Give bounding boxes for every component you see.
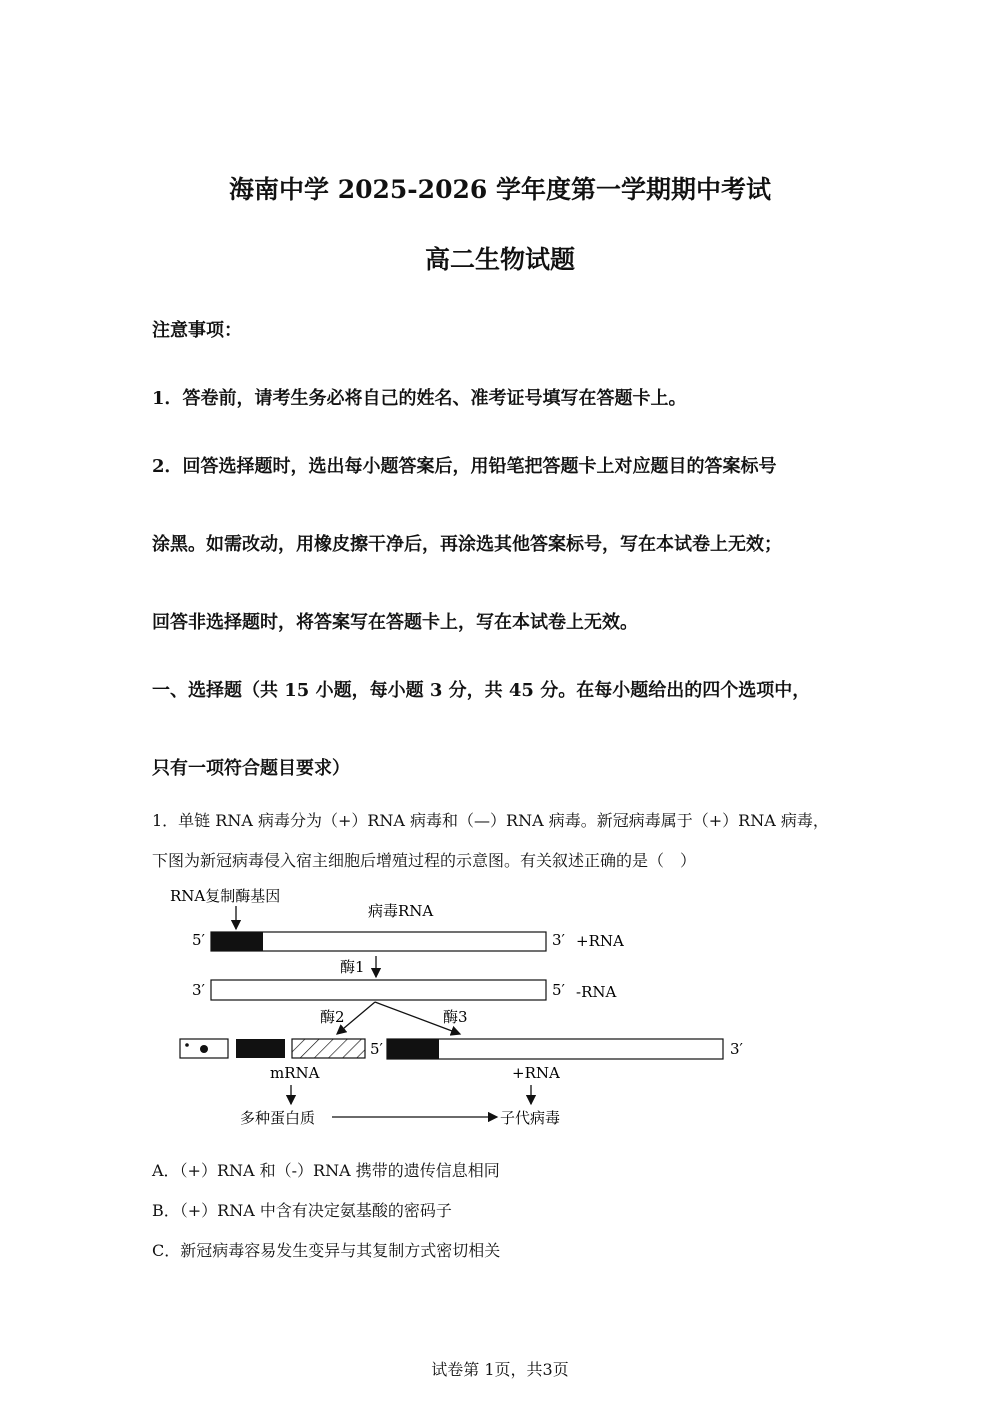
section-heading-line-1: 一、选择题（共 15 小题，每小题 3 分，共 45 分。在每小题给出的四个选项中， — [152, 680, 811, 701]
mrna-dot-large — [200, 1045, 208, 1053]
notice-item-2-line-1: 2．回答选择题时，选出每小题答案后，用铅笔把答题卡上对应题目的答案标号 — [152, 456, 777, 477]
exam-title: 海南中学 2025-2026 学年度第一学期期中考试 — [229, 175, 771, 204]
minus-rna-label: -RNA — [576, 983, 617, 1001]
virus-rna-label: 病毒RNA — [368, 902, 434, 920]
middle-strand-5-prime: 5′ — [552, 981, 565, 999]
rna-replicase-gene-label: RNA复制酶基因 — [170, 887, 281, 905]
virus-replication-diagram — [0, 878, 1000, 1138]
option-b: B．（+）RNA 中含有决定氨基酸的密码子 — [152, 1201, 452, 1220]
option-a: A．（+）RNA 和（-）RNA 携带的遗传信息相同 — [152, 1161, 500, 1180]
question-1-stem-line-2: 下图为新冠病毒侵入宿主细胞后增殖过程的示意图。有关叙述正确的是（ ） — [152, 851, 697, 870]
proteins-label: 多种蛋白质 — [240, 1109, 316, 1127]
notice-heading: 注意事项： — [152, 320, 242, 341]
progeny-gene-segment — [387, 1039, 439, 1059]
mrna-segment-hatched — [292, 1039, 365, 1058]
enzyme-2-label: 酶2 — [320, 1008, 345, 1026]
mrna-dot-small — [185, 1043, 189, 1047]
plus-rna-label: +RNA — [576, 932, 624, 950]
notice-item-2-line-3: 回答非选择题时，将答案写在答题卡上，写在本试卷上无效。 — [152, 612, 638, 633]
exam-subtitle: 高二生物试题 — [424, 245, 575, 274]
mrna-segment-black — [236, 1039, 285, 1058]
notice-item-2-line-2: 涂黑。如需改动，用橡皮擦干净后，再涂选其他答案标号，写在本试卷上无效； — [152, 534, 782, 555]
section-heading-line-2: 只有一项符合题目要求） — [152, 758, 350, 779]
middle-strand-3-prime: 3′ — [192, 981, 205, 999]
bottom-strand-5-prime: 5′ — [370, 1040, 383, 1058]
enzyme-1-label: 酶1 — [340, 958, 365, 976]
question-1-stem-line-1: 1．单链 RNA 病毒分为（+）RNA 病毒和（—）RNA 病毒。新冠病毒属于（+）RNA 病毒， — [152, 811, 829, 830]
bottom-plus-rna-label: +RNA — [512, 1064, 560, 1082]
progeny-virus-label: 子代病毒 — [500, 1109, 561, 1127]
option-c: C．新冠病毒容易发生变异与其复制方式密切相关 — [152, 1241, 501, 1260]
bottom-strand-3-prime: 3′ — [730, 1040, 743, 1058]
mrna-label: mRNA — [270, 1064, 320, 1082]
replicase-gene-segment — [211, 932, 263, 951]
enzyme-3-label: 酶3 — [443, 1008, 468, 1026]
top-strand-5-prime: 5′ — [192, 931, 205, 949]
top-strand-3-prime: 3′ — [552, 931, 565, 949]
minus-rna-strand — [211, 980, 546, 1000]
page-footer: 试卷第 1页，共3页 — [431, 1360, 569, 1379]
notice-item-1: 1．答卷前，请考生务必将自己的姓名、准考证号填写在答题卡上。 — [152, 388, 687, 409]
